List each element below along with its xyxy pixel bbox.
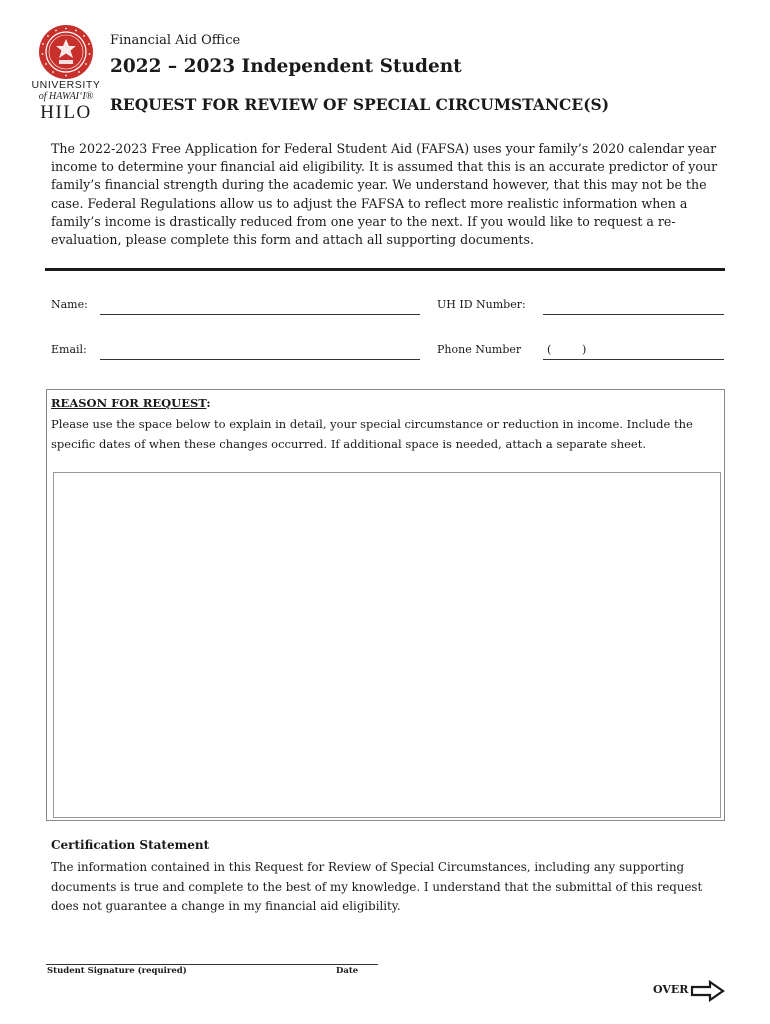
university-logo bbox=[28, 80, 104, 123]
email-field[interactable] bbox=[100, 359, 420, 360]
logo-hawaii-text: of HAWAI‘I® bbox=[38, 91, 94, 102]
year-title: 2022 – 2023 Independent Student bbox=[110, 56, 462, 77]
date-label: Date bbox=[336, 966, 359, 976]
section-divider bbox=[45, 268, 725, 271]
uh-id-label: UH ID Number: bbox=[437, 298, 526, 311]
uh-id-field[interactable] bbox=[543, 314, 724, 315]
logo-hilo-text: HILO bbox=[40, 102, 92, 123]
name-field[interactable] bbox=[100, 314, 420, 315]
intro-paragraph: The 2022-2023 Free Application for Federal Student Aid (FAFSA) uses your family’s 2020 calendar year income to determine your financial aid eligibility. It is assumed that this is an accurate predictor of your family’s financial strength during the academic year. We understand however, that this may not be the case. Federal Regulations allow us to adjust the FAFSA to reflect more realistic information when a family’s income is drastically reduced from one year to the next. If you would like to request a re-evaluation, please complete this form and attach all supporting documents. bbox=[51, 141, 718, 248]
certification-heading: Certification Statement bbox=[51, 838, 210, 852]
email-label: Email: bbox=[51, 343, 87, 356]
page-title: REQUEST FOR REVIEW OF SPECIAL CIRCUMSTANCE(S) bbox=[110, 95, 610, 114]
logo-university-text: UNIVERSITY bbox=[31, 79, 101, 91]
signature-label: Student Signature (required) bbox=[47, 966, 187, 976]
reason-heading-text: REASON FOR REQUEST bbox=[51, 396, 207, 410]
over-label: OVER bbox=[653, 983, 689, 996]
office-name: Financial Aid Office bbox=[110, 33, 241, 48]
reason-textarea[interactable] bbox=[53, 472, 721, 818]
right-arrow-outline-icon bbox=[690, 980, 726, 1002]
phone-label: Phone Number bbox=[437, 343, 522, 356]
certification-text: The information contained in this Request for Review of Special Circumstances, including any supporting documents is true and complete to the best of my knowledge. I understand that the submittal of this request does not guarantee a change in my financial aid eligibility. bbox=[51, 860, 703, 914]
phone-area-open: ( bbox=[547, 343, 552, 356]
signature-line[interactable] bbox=[46, 964, 378, 965]
name-label: Name: bbox=[51, 298, 88, 311]
reason-heading-colon: : bbox=[206, 396, 211, 410]
university-seal-icon bbox=[38, 24, 94, 80]
reason-instructions: Please use the space below to explain in detail, your special circumstance or reduction in income. Include the specific dates of when these changes occurred. If additional space is needed, attach a separate sheet. bbox=[51, 417, 693, 451]
phone-area-close: ) bbox=[582, 343, 587, 356]
phone-field[interactable] bbox=[543, 359, 724, 360]
reason-heading bbox=[51, 396, 211, 410]
